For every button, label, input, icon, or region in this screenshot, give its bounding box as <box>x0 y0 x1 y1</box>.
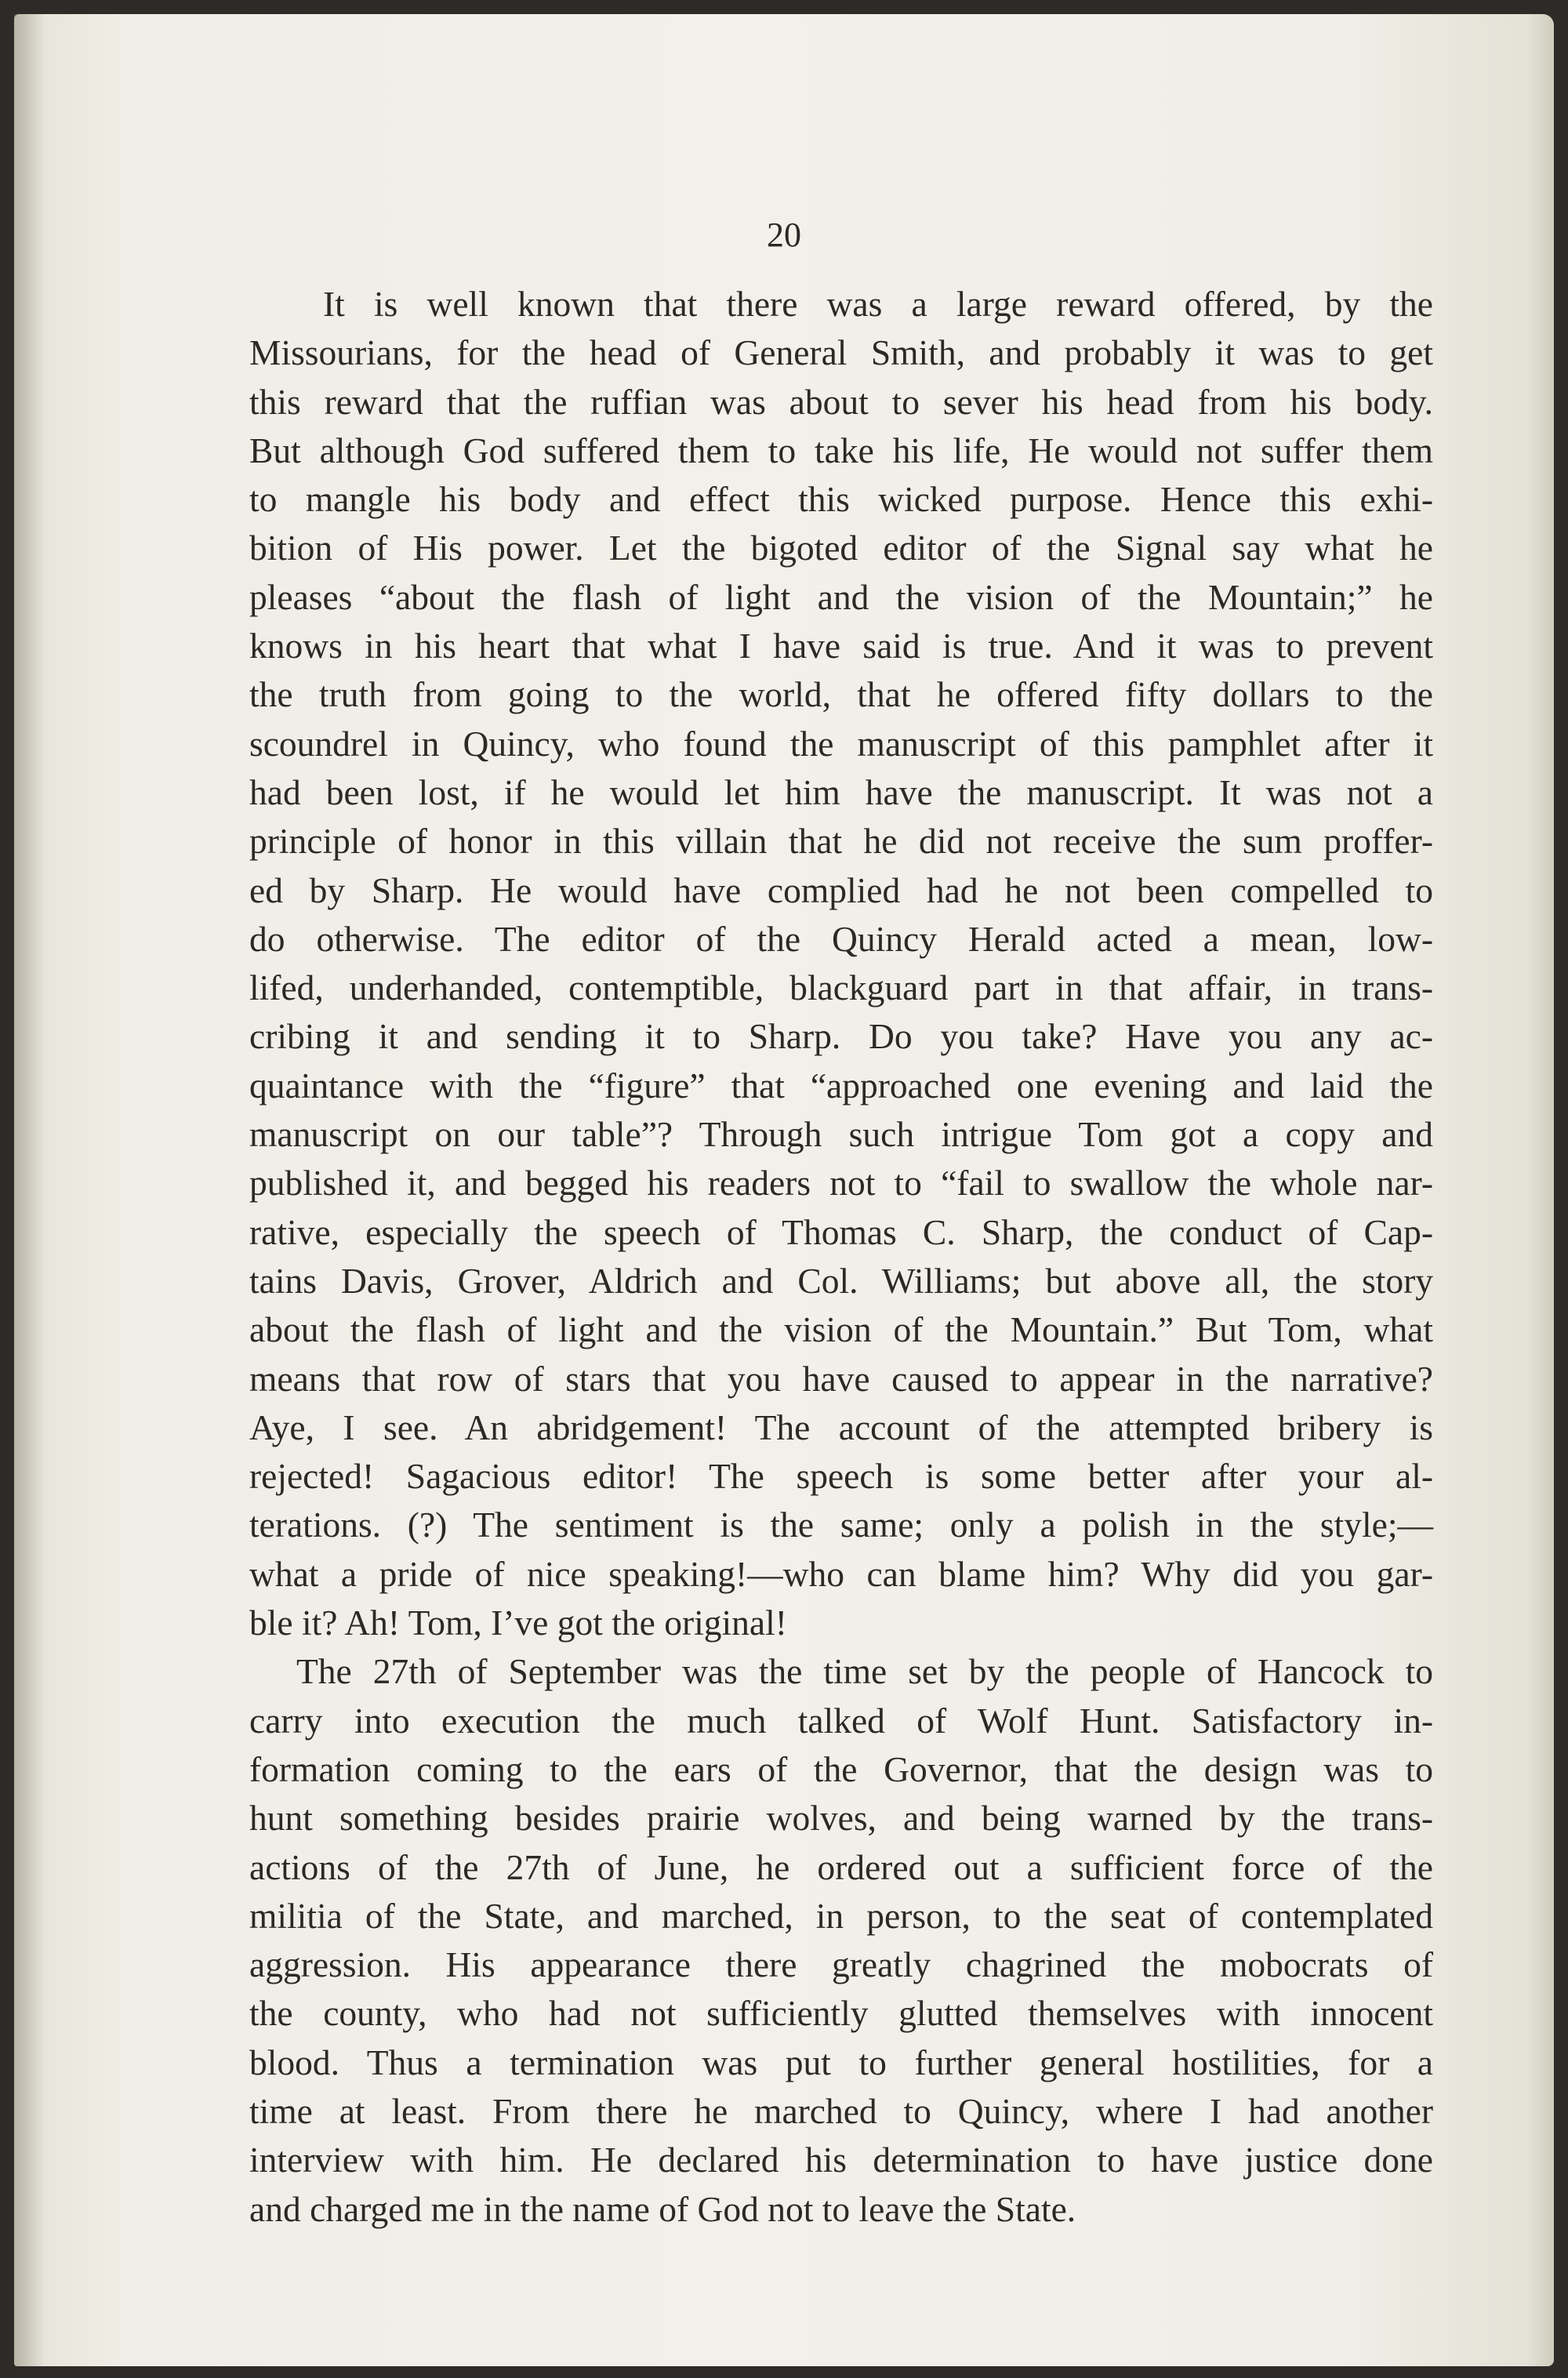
text-line: what a pride of nice speaking!—who can blame him? Why did you gar- <box>249 1553 1433 1594</box>
body-text <box>249 280 1433 2234</box>
text-line: carry into execution the much talked of Wolf Hunt. Satisfactory in- <box>249 1700 1433 1741</box>
text-line: quaintance with the “figure” that “approached one evening and laid the <box>249 1065 1433 1105</box>
page-number: 20 <box>767 216 801 254</box>
text-line: means that row of stars that you have caused to appear in the narrative? <box>249 1358 1433 1399</box>
text-line: pleases “about the flash of light and the vision of the Mountain;” he <box>249 576 1433 617</box>
paragraph-2 <box>249 1647 1433 2234</box>
text-line: knows in his heart that what I have said is true. And it was to prevent <box>249 626 1433 666</box>
text-line: had been lost, if he would let him have the manuscript. It was not a <box>249 771 1433 812</box>
text-line: rejected! Sagacious editor! The speech is some better after your al- <box>249 1456 1433 1497</box>
text-line: tains Davis, Grover, Aldrich and Col. Williams; but above all, the story <box>249 1260 1433 1301</box>
binding-shadow <box>14 14 45 2366</box>
text-line: formation coming to the ears of the Governor, that the design was to <box>249 1748 1433 1789</box>
text-line: terations. (?) The sentiment is the same; only a polish in the style;— <box>249 1505 1433 1545</box>
text-line: Aye, I see. An abridgement! The account of the attempted bribery is <box>249 1407 1433 1447</box>
paragraph-1 <box>249 280 1433 1647</box>
text-line: It is well known that there was a large reward offered, by the <box>323 284 1433 324</box>
text-line: But although God suffered them to take his life, He would not suffer them <box>249 430 1433 470</box>
text-line: ble it? Ah! Tom, I’ve got the original! <box>249 1603 787 1643</box>
text-line: The 27th of September was the time set by the people of Hancock to <box>296 1651 1433 1692</box>
text-line: this reward that the ruffian was about to sever his head from his body. <box>249 381 1433 422</box>
text-line: scoundrel in Quincy, who found the manuscript of this pamphlet after it <box>249 723 1433 764</box>
text-line: time at least. From there he marched to Quincy, where I had another <box>249 2090 1433 2131</box>
text-line: rative, especially the speech of Thomas C. Sharp, the conduct of Cap- <box>249 1211 1433 1252</box>
text-line: do otherwise. The editor of the Quincy Herald acted a mean, low- <box>249 918 1433 959</box>
text-line: ed by Sharp. He would have complied had he not been compelled to <box>249 870 1433 910</box>
text-line: blood. Thus a termination was put to further general hostilities, for a <box>249 2042 1433 2082</box>
text-line: bition of His power. Let the bigoted editor of the Signal say what he <box>249 528 1433 568</box>
text-line: interview with him. He declared his determination to have justice done <box>249 2140 1433 2180</box>
text-line: lifed, underhanded, contemptible, blackguard part in that affair, in trans- <box>249 968 1433 1008</box>
text-line: aggression. His appearance there greatly chagrined the mobocrats of <box>249 1944 1433 1985</box>
text-line: about the flash of light and the vision of the Mountain.” But Tom, what <box>249 1309 1433 1350</box>
text-line: militia of the State, and marched, in person, to the seat of contemplated <box>249 1895 1433 1936</box>
text-line: the truth from going to the world, that he offered fifty dollars to the <box>249 674 1433 715</box>
text-line: Missourians, for the head of General Smith, and probably it was to get <box>249 332 1433 373</box>
text-line: manuscript on our table”? Through such intrigue Tom got a copy and <box>249 1114 1433 1155</box>
text-line: and charged me in the name of God not to leave the State. <box>249 2188 1076 2229</box>
text-line: actions of the 27th of June, he ordered out a sufficient force of the <box>249 1846 1433 1887</box>
text-line: principle of honor in this villain that he did not receive the sum proffer- <box>249 821 1433 862</box>
text-line: the county, who had not sufficiently glutted themselves with innocent <box>249 1993 1433 2034</box>
text-line: cribing it and sending it to Sharp. Do you take? Have you any ac- <box>249 1016 1433 1057</box>
text-line: hunt something besides prairie wolves, and being warned by the trans- <box>249 1798 1433 1839</box>
text-line: to mangle his body and effect this wicked purpose. Hence this exhi- <box>249 479 1433 520</box>
text-line: published it, and begged his readers not to “fail to swallow the whole nar- <box>249 1163 1433 1204</box>
